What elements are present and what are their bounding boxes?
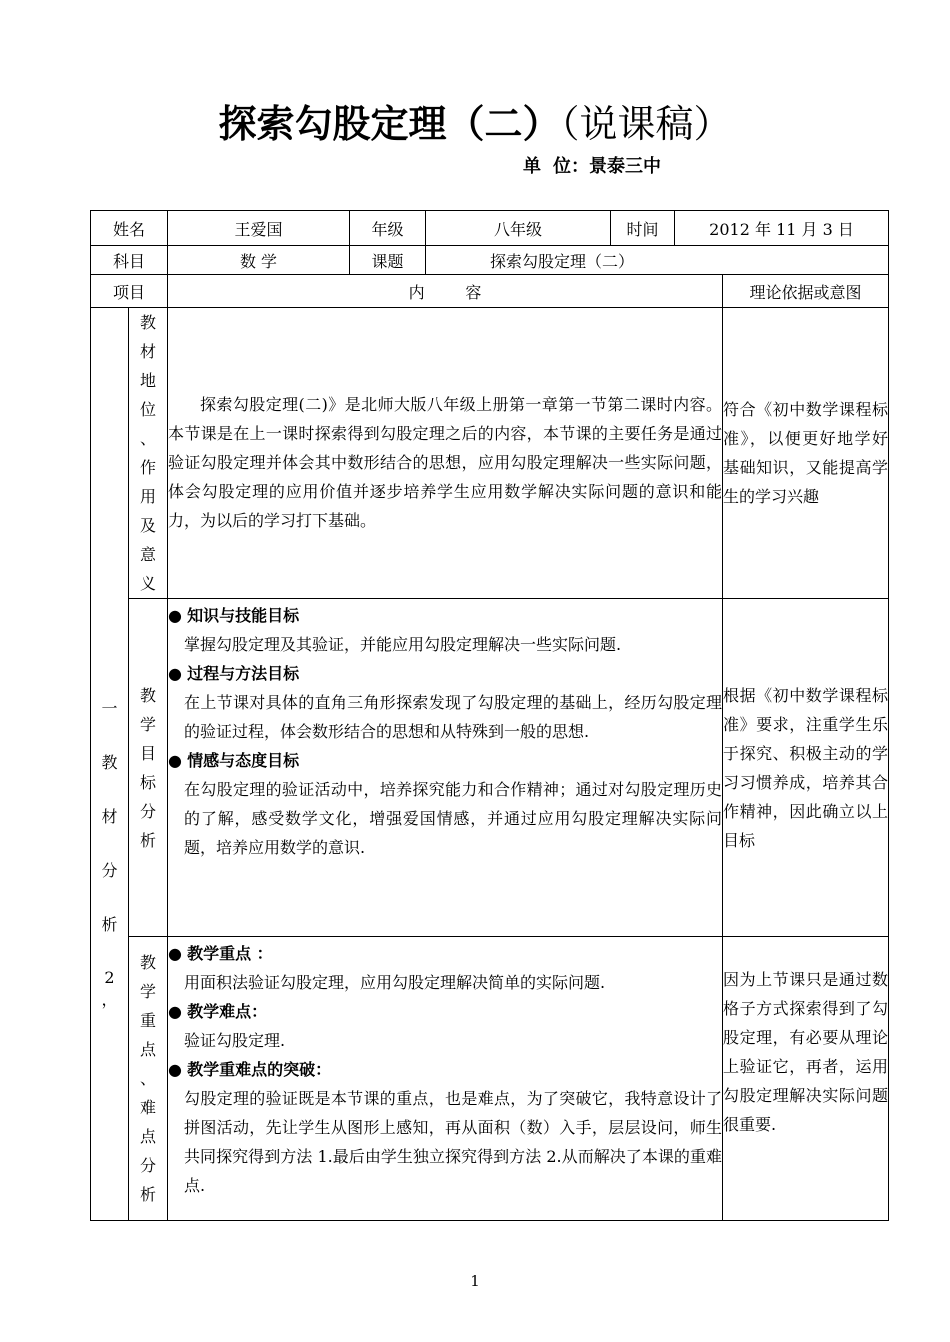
row3-label-char: 教: [140, 953, 157, 972]
row2-label-char: 目: [140, 743, 157, 763]
time-label-cell: 时间: [611, 211, 675, 246]
row3-label-cell: [129, 937, 168, 1221]
row2-label-char: 学: [140, 714, 157, 734]
row2-basis-text: 根据《初中数学课程标准》要求，注重学生乐于探究、积极主动的学习习惯养成，培养其合作精神，因此确立以上目标: [723, 685, 889, 850]
row1-basis-text: 符合《初中数学课程标准》，以便更好地学好基础知识，又能提高学生的学习兴趣: [723, 400, 889, 506]
objective-text: 掌握勾股定理及其验证，并能应用勾股定理解决一些实际问题.: [184, 635, 622, 654]
row1-label-char: 教: [140, 313, 157, 332]
objective-item: [168, 659, 722, 688]
row1-label-char: 材: [140, 342, 157, 361]
title-sub: （说课稿）: [560, 102, 732, 146]
keypoint-text: 勾股定理的验证既是本节课的重点，也是难点，为了突破它，我特意设计了拼图活动，先让学生从图形上感知，再从面积（数）入手，层层设问，师生共同探究得到方法 1.最后由学生独立探究得到方法 2.从而解决了本课的重难点.: [184, 1089, 723, 1195]
row3-basis-cell: [723, 937, 889, 1221]
bullet-icon: ●: [168, 606, 182, 625]
objective-item: [168, 601, 722, 630]
row3-label-char: 析: [140, 1185, 157, 1204]
row1-content-text: 探索勾股定理(二)》是北师大版八年级上册第一章第一节第二课时内容。本节课是在上一课时探索得到勾股定理之后的内容，本节课的主要任务是通过验证勾股定理并体会其中数形结合的思想，应用勾股定理解决一些实际问题，体会勾股定理的应用价值并逐步培养学生应用数学解决实际问题的意识和能力，为以后的学习打下基础。: [168, 394, 723, 530]
objective-text: 在上节课对具体的直角三角形探索发现了勾股定理的基础上，经历勾股定理的验证过程，体会数形结合的思想和从特殊到一般的思想.: [184, 693, 723, 741]
row2-label-char: 标: [140, 772, 157, 792]
item-label-cell: 项目: [91, 275, 168, 308]
row2-label-char: 分: [140, 801, 157, 821]
row1-label-char: 地: [140, 371, 157, 390]
objective-text: 在勾股定理的验证活动中，培养探究能力和合作精神；通过对勾股定理历史的了解，感受数学文化，增强爱国情感，并通过应用勾股定理解决实际问题，培养应用数学的意识.: [184, 780, 723, 857]
row3-basis-text: 因为上节课只是通过数格子方式探索得到了勾股定理，有必要从理论上验证它，再者，运用勾股定理解决实际问题很重要.: [723, 970, 889, 1134]
row1-label-char: 、: [140, 429, 157, 448]
row1-label-char: 用: [140, 487, 157, 506]
subject-value-cell: 数 学: [168, 246, 350, 275]
objective-heading: 过程与方法目标: [187, 664, 300, 683]
row3-label-char: 重: [140, 1011, 157, 1030]
bullet-icon: ●: [168, 751, 182, 770]
section-char: ，: [101, 990, 118, 1009]
grade-value-cell: 八年级: [426, 211, 611, 246]
row1-label-char: 及: [140, 516, 157, 535]
topic-value-cell: 探索勾股定理（二）: [426, 246, 889, 275]
row3-label-char: 点: [140, 1040, 157, 1059]
row1-label-cell: [129, 308, 168, 599]
document-title: [0, 98, 950, 150]
content-label-cell: 内 容: [168, 275, 723, 308]
row3-label-char: 分: [140, 1156, 157, 1175]
unit-value: 景泰三中: [589, 156, 661, 177]
bullet-icon: ●: [168, 944, 182, 963]
keypoint-item: [168, 997, 722, 1026]
section-char: 分: [101, 861, 118, 880]
unit-label: 单: [523, 156, 541, 177]
keypoint-item: [168, 939, 722, 968]
name-label-cell: 姓名: [91, 211, 168, 246]
row3-label-char: 学: [140, 982, 157, 1001]
row1-label-char: 义: [140, 574, 157, 593]
grade-label-cell: 年级: [350, 211, 426, 246]
row1-content-cell: [168, 308, 723, 599]
row2-label-cell: [129, 599, 168, 937]
row2-content-cell: [168, 599, 723, 937]
lesson-table: [90, 210, 889, 1221]
keypoint-text: 用面积法验证勾股定理，应用勾股定理解决简单的实际问题.: [184, 973, 606, 992]
row2-label-char: 教: [140, 685, 157, 705]
objective-heading: 知识与技能目标: [187, 606, 300, 625]
unit-label2: 位：: [553, 156, 589, 177]
name-value-cell: 王爱国: [168, 211, 350, 246]
topic-label-cell: 课题: [350, 246, 426, 275]
keypoint-heading: 教学重难点的突破：: [187, 1060, 332, 1079]
row3-label-char: 难: [140, 1098, 157, 1117]
keypoint-text: 验证勾股定理.: [184, 1031, 286, 1050]
keypoint-item: [168, 1055, 722, 1084]
section-char: 材: [101, 807, 118, 826]
keypoint-heading: 教学难点：: [187, 1002, 268, 1021]
row1-basis-cell: [723, 308, 889, 599]
title-main: 探索勾股定理（二）: [218, 102, 561, 146]
row1-label-char: 作: [140, 458, 157, 477]
bullet-icon: ●: [168, 664, 182, 683]
objective-heading: 情感与态度目标: [187, 751, 300, 770]
bullet-icon: ●: [168, 1002, 182, 1021]
row3-label-char: 点: [140, 1127, 157, 1146]
subject-label-cell: 科目: [91, 246, 168, 275]
bullet-icon: ●: [168, 1060, 182, 1079]
row2-label-char: 析: [140, 830, 157, 850]
section-char: 2: [104, 968, 115, 987]
section-char: 教: [101, 753, 118, 772]
section-label-cell: [91, 308, 129, 1221]
keypoint-heading: 教学重点 ：: [187, 944, 273, 963]
time-value-cell: 2012 年 11 月 3 日: [675, 211, 889, 246]
row1-label-char: 意: [140, 545, 157, 564]
row3-label-char: 、: [140, 1069, 157, 1088]
section-char: 一: [101, 699, 118, 718]
row2-basis-cell: [723, 599, 889, 937]
objective-item: [168, 746, 722, 775]
row1-label-char: 位: [140, 400, 157, 419]
basis-label-cell: 理论依据或意图: [723, 275, 889, 308]
unit-line: [523, 152, 661, 178]
section-char: 析: [101, 915, 118, 934]
page-number: 1: [470, 1272, 480, 1290]
row3-content-cell: [168, 937, 723, 1221]
